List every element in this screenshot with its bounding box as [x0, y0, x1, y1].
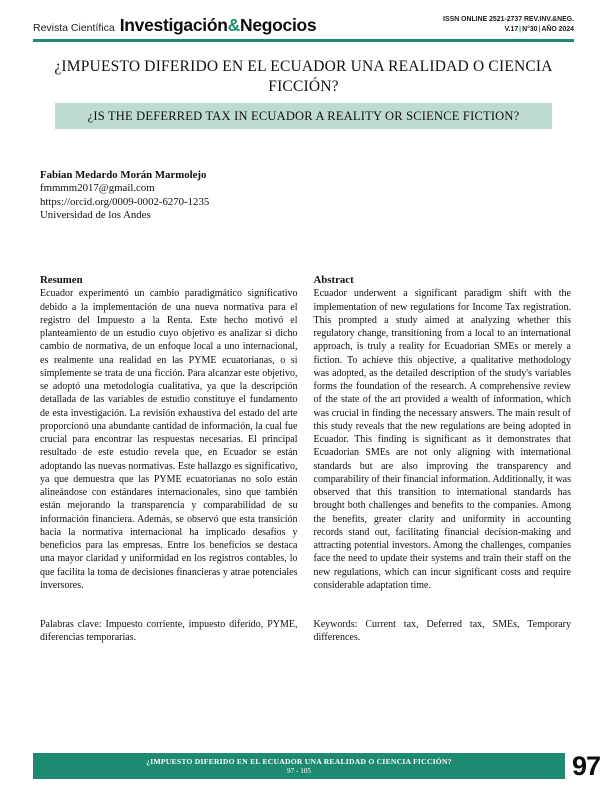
- journal-name-ampersand: &: [227, 15, 240, 36]
- resumen-section: [40, 274, 298, 644]
- journal-logo: [33, 15, 316, 36]
- author-name: Fabian Medardo Morán Marmolejo: [40, 168, 207, 181]
- author-orcid-url: https://orcid.org/0009-0002-6270-1235: [40, 195, 210, 208]
- keywords-text: Keywords: Current tax, Deferred tax, SMEs, Temporary differences.: [313, 619, 571, 644]
- year-label: AÑO 2024: [541, 25, 574, 33]
- volume-separator: |: [519, 25, 522, 33]
- issue-number-label: N°30: [522, 25, 538, 33]
- article-title-english: ¿IS THE DEFERRED TAX IN ECUADOR A REALITY OR SCIENCE FICTION?: [87, 108, 520, 123]
- volume-label: V.17: [504, 25, 519, 33]
- resumen-heading: Resumen: [40, 274, 83, 287]
- abstract-text: Ecuador underwent a significant paradigm shift with the implementation of new regulations for Income Tax registration. This prompted a study aimed at analyzing whether this regulatory change, transitioning from a local to an international approach, is truly a reality for Ecuadorian SMEs or merely a fiction. To achieve this objective, a qualitative methodology was adopted, as the detailed description of the study's variables forms the foundation of the research. A comprehensive review of the state of the art provided a wealth of information, which was crucial in finding the necessary answers. The main result of this study reveals that the new regulations are being adopted in Ecuador. This finding is significant as it demonstrates that Ecuadorian SMEs are not only aligning with international standards but are also improving the transparency and comparability of their financial information. Additionally, it was observed that this transition to international standards has brought both challenges and benefits to the companies. Among the benefits, greater clarity and uniformity in accounting records stand out, facilitating financial decision-making and attracting potential investors. Among the challenges, companies face the need to update their systems and train their staff on the new regulations, which can incur significant costs and require considerable adaptation time.: [313, 288, 571, 591]
- article-title-spanish: ¿IMPUESTO DIFERIDO EN EL ECUADOR UNA REALIDAD O CIENCIA FICCIÓN?: [54, 57, 553, 96]
- abstract-heading: Abstract: [313, 274, 354, 287]
- footer-running-title: ¿IMPUESTO DIFERIDO EN EL ECUADOR UNA REALIDAD O CIENCIA FICCIÓN?: [146, 757, 452, 767]
- journal-masthead: [0, 0, 607, 36]
- author-affiliation: Universidad de los Andes: [40, 209, 151, 222]
- author-email: fmmmm2017@gmail.com: [40, 182, 155, 195]
- footer-running-title-bar: [33, 753, 565, 779]
- journal-name-part1: Investigación: [119, 15, 228, 36]
- page-footer: [33, 753, 605, 779]
- page-number: 97: [572, 751, 601, 781]
- volume-line: [443, 25, 574, 35]
- abstract-section: [314, 274, 572, 644]
- abstract-columns: [40, 274, 571, 644]
- issn-block: [443, 15, 574, 36]
- footer-page-range: 97 - 105: [287, 767, 311, 776]
- resumen-text: Ecuador experimentó un cambio paradigmático significativo debido a la implementación de una nueva normativa para el registro del Impuesto a la Renta. Este hecho motivó el planteamiento de un estudio cuyo objetivo es analizar si dicho cambio de normativa, de un enfoque local a uno internacional, es realmente una realidad en las PYME ecuatorianas, o si simplemente se trata de una ficción. Para alcanzar este objetivo, se adoptó una metodología cualitativa, ya que la descripción detallada de las variables de estudio constituye el fundamento de esta investigación. La revisión exhaustiva del estado del arte proporcionó una abundante cantidad de información, la cual fue crucial para encontrar las respuestas necesarias. El principal resultado de este estudio revela que, en Ecuador se están adoptando las nuevas normativas. Este hallazgo es significativo, ya que demuestra que las PYME ecuatorianas no solo están alineándose con estándares internacionales, sino que también están mejorando la transparencia y comparabilidad de su información financiera. Además, se observó que esta transición hacia la normativa internacional ha implicado desafíos y beneficios para las empresas. Entre los beneficios se destaca una mayor claridad y uniformidad en los registros contables, lo que facilita la toma de decisiones financieras y atrae potenciales inversores.: [40, 288, 298, 591]
- journal-prefix-label: Revista Científica: [33, 22, 115, 35]
- journal-name-part2: Negocios: [239, 15, 317, 36]
- year-separator: |: [538, 25, 541, 33]
- author-block: [40, 169, 607, 223]
- article-title-english-box: [55, 103, 552, 129]
- header-divider: [33, 39, 574, 41]
- palabras-clave-text: Palabras clave: Impuesto corriente, impuesto diferido, PYME, diferencias temporarias.: [40, 619, 298, 644]
- issn-line: ISSN ONLINE 2521-2737 REV.INV.&NEG.: [443, 16, 574, 23]
